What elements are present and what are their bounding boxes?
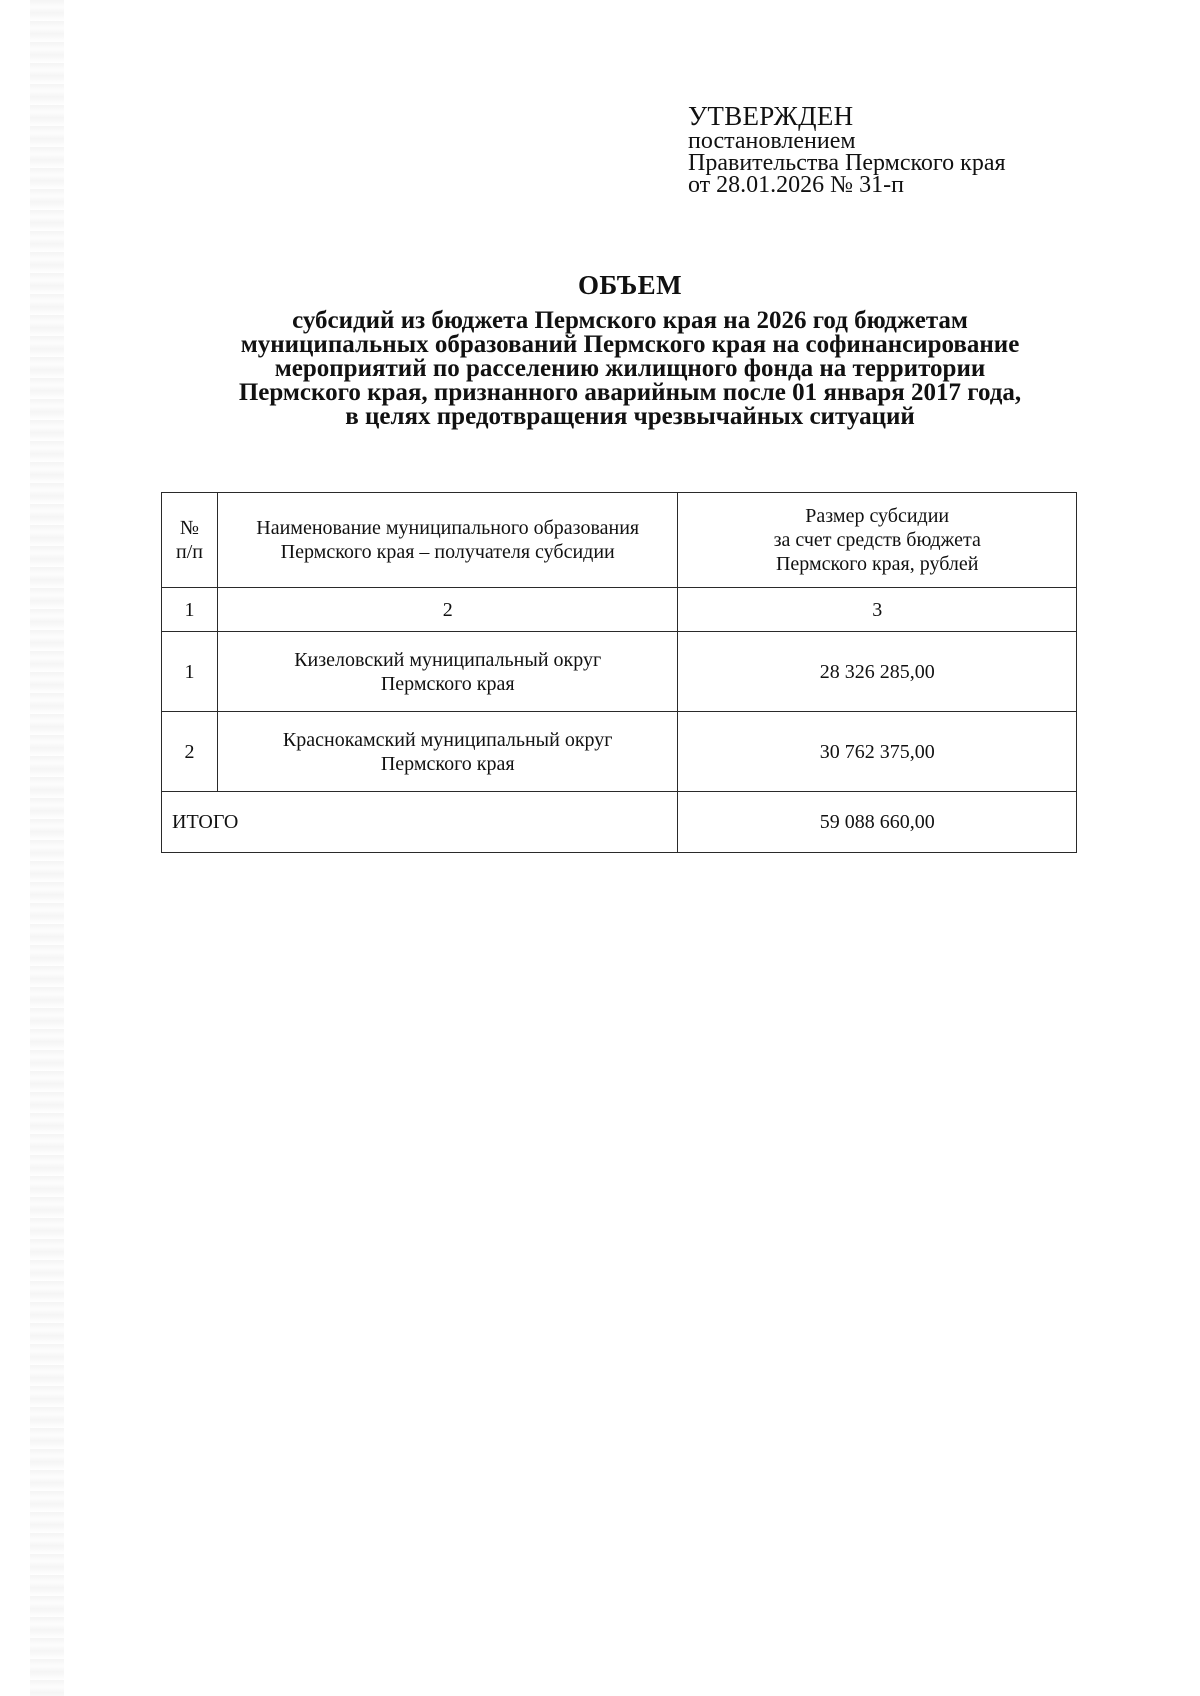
approval-line-1: постановлением [688,128,856,154]
table-header-row [162,493,1077,588]
header-name-line: Пермского края – получателя субсидии [280,541,615,563]
header-amount-line: за счет средств бюджета [773,529,981,551]
approval-title: УТВЕРЖДЕН [688,101,854,131]
header-num [162,493,218,588]
header-amount-line: Пермского края, рублей [775,553,979,575]
subtitle-line: субсидий из бюджета Пермского края на 2026 год бюджетам [292,307,968,334]
scan-edge-artifact [30,0,64,1696]
row-name-line: Краснокамский муниципальный округ [282,728,613,751]
row-name-line: Кизеловский муниципальный округ [294,648,602,671]
approval-line-2: Правительства Пермского края [688,150,1006,176]
total-amount: 59 088 660,00 [678,792,1077,853]
header-name [217,493,678,588]
header-num-line: п/п [175,541,203,563]
header-amount-line: Размер субсидии [805,505,950,527]
subtitle-line: Пермского края, признанного аварийным после 01 января 2017 года, [238,379,1022,406]
total-label: ИТОГО [162,792,678,853]
subsidy-table [161,492,1077,853]
header-num-line: № [179,517,200,539]
row-name-line: Пермского края [380,672,515,695]
row-amount: 28 326 285,00 [678,632,1077,712]
row-name [217,712,678,792]
column-index: 3 [678,588,1077,632]
row-num: 2 [162,712,218,792]
table-row [162,632,1077,712]
subtitle-line: муниципальных образований Пермского края на софинансирование [240,331,1020,358]
header-amount [678,493,1077,588]
subtitle-line: в целях предотвращения чрезвычайных ситуаций [345,403,915,430]
document-title: ОБЪЕМ [578,270,682,300]
approval-stamp [688,102,1108,196]
table-row [162,712,1077,792]
subtitle-line: мероприятий по расселению жилищного фонда на территории [274,355,986,382]
total-row [162,792,1077,853]
row-name-line: Пермского края [380,752,515,775]
header-name-line: Наименование муниципального образования [256,517,640,539]
approval-line-3: от 28.01.2026 № 31-п [688,172,904,198]
document-subtitle [150,309,1110,429]
row-num: 1 [162,632,218,712]
row-amount: 30 762 375,00 [678,712,1077,792]
column-index: 2 [217,588,678,632]
column-index-row [162,588,1077,632]
row-name [217,632,678,712]
column-index: 1 [162,588,218,632]
